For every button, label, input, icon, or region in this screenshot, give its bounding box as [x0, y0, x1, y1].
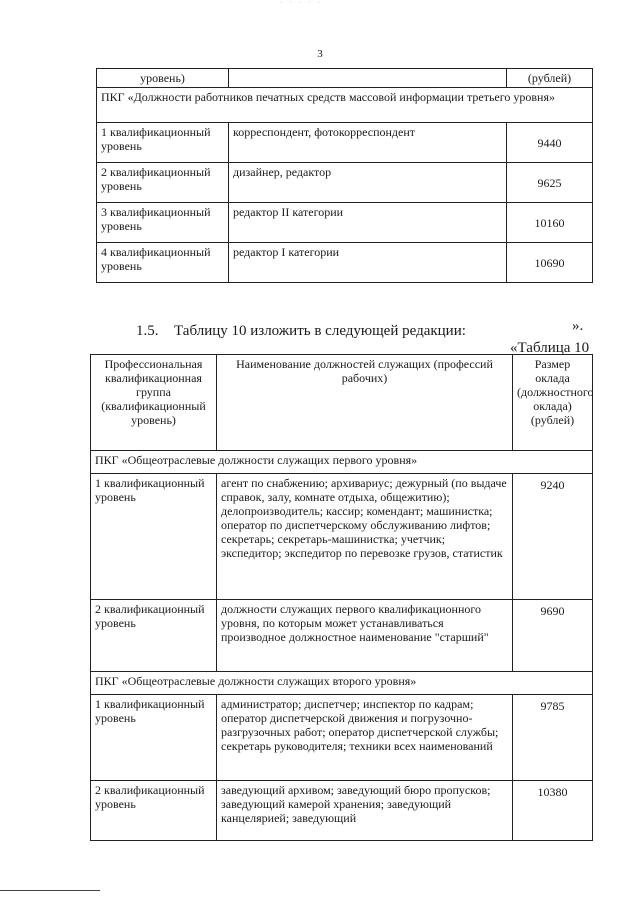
header-group: Профессиональная квалификационная группа (квалификационный уровень)	[91, 355, 217, 451]
section-row	[91, 451, 593, 474]
name-cell: заведующий архивом; заведующий бюро пропусков; заведующий камерой хранения; заведующий канцелярией; заведующий	[217, 781, 513, 841]
group-cell: 1 квалификационный уровень	[91, 695, 217, 781]
name-cell: редактор I категории	[229, 243, 507, 283]
header-row	[91, 355, 593, 451]
table-row	[91, 781, 593, 841]
salary-cell: 9440	[507, 123, 593, 163]
salary-cell: 10380	[513, 781, 593, 841]
group-cell: 4 квалификационный уровень	[97, 243, 229, 283]
table-row	[91, 600, 593, 672]
scan-artifact: · · · · ·	[280, 0, 323, 6]
table-row	[97, 69, 593, 88]
paragraph-number: 1.5.	[136, 323, 159, 339]
name-cell: должности служащих первого квалификационного уровня, по которым может устанавливаться производное должностное наименование "старший"	[217, 600, 513, 672]
group-cell: 2 квалификационный уровень	[91, 781, 217, 841]
table-row	[91, 695, 593, 781]
salary-cell: 10160	[507, 203, 593, 243]
table-row	[97, 203, 593, 243]
group-cell: 3 квалификационный уровень	[97, 203, 229, 243]
table-label: «Таблица 10	[510, 340, 590, 356]
table-print-media-positions	[96, 68, 593, 283]
paragraph-1-5	[136, 323, 466, 340]
name-cell: агент по снабжению; архивариус; дежурный (по выдаче справок, залу, комнате отдыха, общежитию); делопроизводитель; кассир; комендант; машинистка; оператор по диспетчерскому обслуживанию лифтов; секретарь; секретарь-машинистка; учетчик; экспедитор; экспедитор по перевозке грузов, статистик	[217, 474, 513, 600]
salary-cell: (рублей)	[507, 69, 593, 88]
name-cell	[229, 69, 507, 88]
salary-cell: 9690	[513, 600, 593, 672]
name-cell: корреспондент, фотокорреспондент	[229, 123, 507, 163]
name-cell: дизайнер, редактор	[229, 163, 507, 203]
group-cell: 1 квалификационный уровень	[91, 474, 217, 600]
scan-edge-line	[0, 890, 100, 891]
section-row	[91, 672, 593, 695]
group-cell: уровень)	[97, 69, 229, 88]
table-row	[97, 163, 593, 203]
section-row	[97, 88, 593, 123]
section-title: ПКГ «Должности работников печатных средств массовой информации третьего уровня»	[97, 88, 593, 123]
name-cell: редактор II категории	[229, 203, 507, 243]
salary-cell: 9785	[513, 695, 593, 781]
table-10	[90, 354, 593, 841]
table-row	[97, 243, 593, 283]
group-cell: 2 квалификационный уровень	[97, 163, 229, 203]
section-title: ПКГ «Общеотраслевые должности служащих первого уровня»	[91, 451, 593, 474]
closing-quote: ».	[572, 318, 584, 334]
table-row	[97, 123, 593, 163]
group-cell: 2 квалификационный уровень	[91, 600, 217, 672]
header-name: Наименование должностей служащих (профессий рабочих)	[217, 355, 513, 451]
table-row	[91, 474, 593, 600]
page-number: 3	[317, 48, 323, 60]
salary-cell: 10690	[507, 243, 593, 283]
salary-cell: 9240	[513, 474, 593, 600]
section-title: ПКГ «Общеотраслевые должности служащих второго уровня»	[91, 672, 593, 695]
salary-cell: 9625	[507, 163, 593, 203]
name-cell: администратор; диспетчер; инспектор по кадрам; оператор диспетчерской движения и погрузочно-разгрузочных работ; оператор диспетчерской службы; секретарь руководителя; техники всех наименований	[217, 695, 513, 781]
paragraph-text: Таблицу 10 изложить в следующей редакции:	[174, 323, 466, 339]
header-salary: Размер оклада (должностного оклада) (рублей)	[513, 355, 593, 451]
group-cell: 1 квалификационный уровень	[97, 123, 229, 163]
